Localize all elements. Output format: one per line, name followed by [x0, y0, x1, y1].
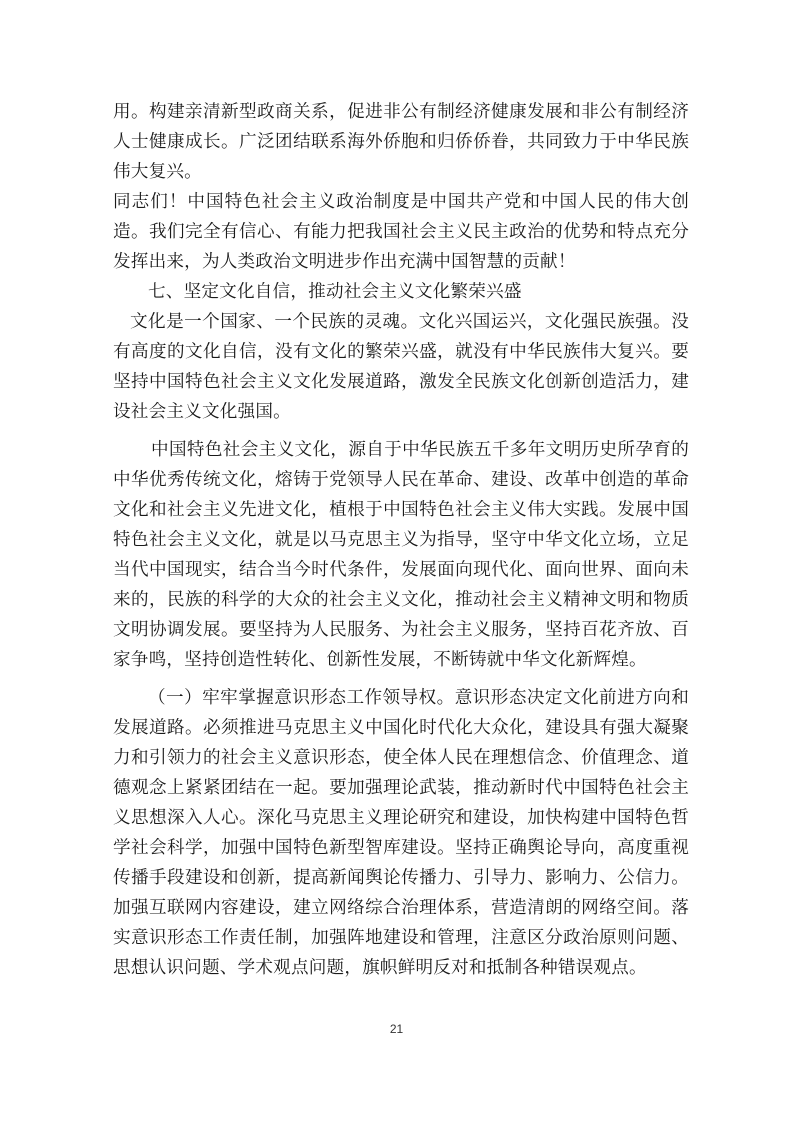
paragraph-intro: 文化是一个国家、一个民族的灵魂。文化兴国运兴，文化强民族强。没有高度的文化自信，没有文化的繁荣兴盛，就没有中华民族伟大复兴。要坚持中国特色社会主义文化发展道路，激发全民族文化创新创造活力，建设社会主义文化强国。	[113, 312, 689, 422]
page-number: 21	[389, 1022, 404, 1036]
paragraph-conclusion: 同志们！中国特色社会主义政治制度是中国共产党和中国人民的伟大创造。我们完全有信心、有能力把我国社会主义民主政治的优势和特点充分发挥出来，为人类政治文明进步作出充满中国智慧的贡献！	[113, 192, 689, 272]
section-heading: 七、坚定文化自信，推动社会主义文化繁荣兴盛	[148, 282, 522, 302]
paragraph-ideology: （一）牢牢掌握意识形态工作领导权。意识形态决定文化前进方向和发展道路。必须推进马克思主义中国化时代化大众化，建设具有强大凝聚力和引领力的社会主义意识形态，使全体人民在理想信念、价值理念、道德观念上紧紧团结在一起。要加强理论武装，推动新时代中国特色社会主义思想深入人心。深化马克思主义理论研究和建设，加快构建中国特色哲学社会科学，加强中国特色新型智库建设。坚持正确舆论导向，高度重视传播手段建设和创新，提高新闻舆论传播力、引导力、影响力、公信力。加强互联网内容建设，建立网络综合治理体系，营造清朗的网络空间。落实意识形态工作责任制，加强阵地建设和管理，注意区分政治原则问题、思想认识问题、学术观点问题，旗帜鲜明反对和抵制各种错误观点。	[113, 688, 689, 978]
paragraph-culture: 中国特色社会主义文化，源自于中华民族五千多年文明历史所孕育的中华优秀传统文化，熔铸于党领导人民在革命、建设、改革中创造的革命文化和社会主义先进文化，植根于中国特色社会主义伟大实践。发展中国特色社会主义文化，就是以马克思主义为指导，坚守中华文化立场，立足当代中国现实，结合当今时代条件，发展面向现代化、面向世界、面向未来的，民族的科学的大众的社会主义文化，推动社会主义精神文明和物质文明协调发展。要坚持为人民服务、为社会主义服务，坚持百花齐放、百家争鸣，坚持创造性转化、创新性发展，不断铸就中华文化新辉煌。	[113, 440, 689, 670]
document-body	[113, 97, 689, 983]
paragraph-continuation: 用。构建亲清新型政商关系，促进非公有制经济健康发展和非公有制经济人士健康成长。广泛团结联系海外侨胞和归侨侨眷，共同致力于中华民族伟大复兴。	[113, 102, 689, 182]
